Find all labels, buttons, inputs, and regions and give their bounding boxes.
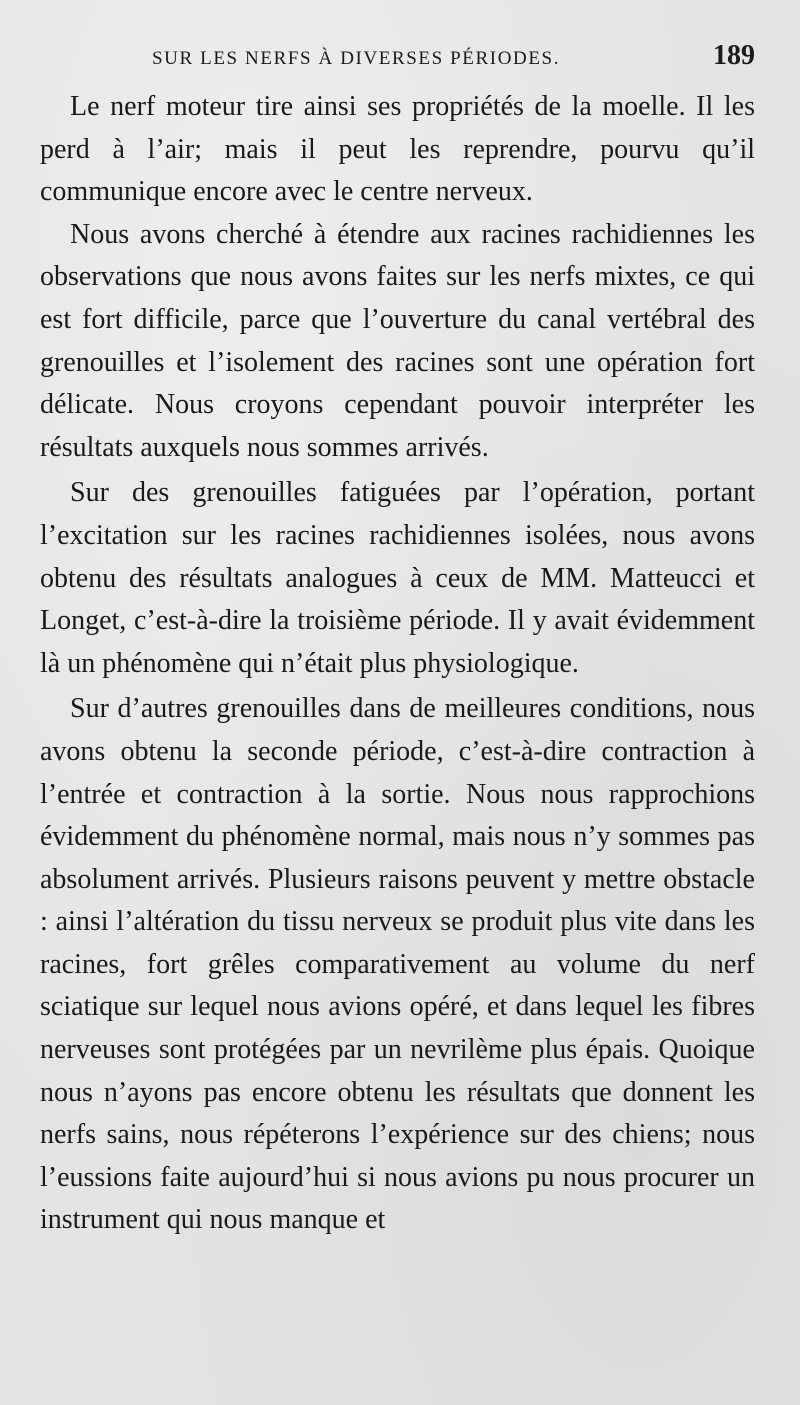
- paragraph-3: Sur des grenouilles fatiguées par l’opération, portant l’excitation sur les racines rachidiennes isolées, nous avons obtenu des résultats analogues à ceux de MM. Matteucci et Longet, c’est-à-dire la troisième période. Il y avait évidemment là un phénomène qui n’était plus physiologique.: [40, 477, 755, 679]
- paragraph-2: Nous avons cherché à étendre aux racines rachidiennes les observations que nous avons faites sur les nerfs mixtes, ce qui est fort difficile, parce que l’ouverture du canal vertébral des grenouilles et l’isolement des racines sont une opération fort délicate. Nous croyons cependant pouvoir interpréter les résultats auxquels nous sommes arrivés.: [40, 218, 755, 463]
- page-header: [40, 40, 755, 76]
- page-number: 189: [713, 40, 755, 71]
- paragraph-1: Le nerf moteur tire ainsi ses propriétés de la moelle. Il les perd à l’air; mais il peut les reprendre, pourvu qu’il communique encore avec le centre nerveux.: [40, 91, 755, 208]
- paragraph-4: Sur d’autres grenouilles dans de meilleures conditions, nous avons obtenu la seconde période, c’est-à-dire contraction à l’entrée et contraction à la sortie. Nous nous rapprochions évidemment du phénomène normal, mais nous n’y sommes pas absolument arrivés. Plusieurs raisons peuvent y mettre obstacle : ainsi l’altération du tissu nerveux se produit plus vite dans les racines, fort grêles comparativement au volume du nerf sciatique sur lequel nous avions opéré, et dans lequel les fibres nerveuses sont protégées par un nevrilème plus épais. Quoique nous n’ayons pas encore obtenu les résultats que donnent les nerfs sains, nous répéterons l’expérience sur des chiens; nous l’eussions faite aujourd’hui si nous avions pu nous procurer un instrument qui nous manque et: [40, 693, 755, 1236]
- body-text: [40, 86, 755, 1245]
- running-head: SUR LES NERFS À DIVERSES PÉRIODES.: [152, 48, 561, 69]
